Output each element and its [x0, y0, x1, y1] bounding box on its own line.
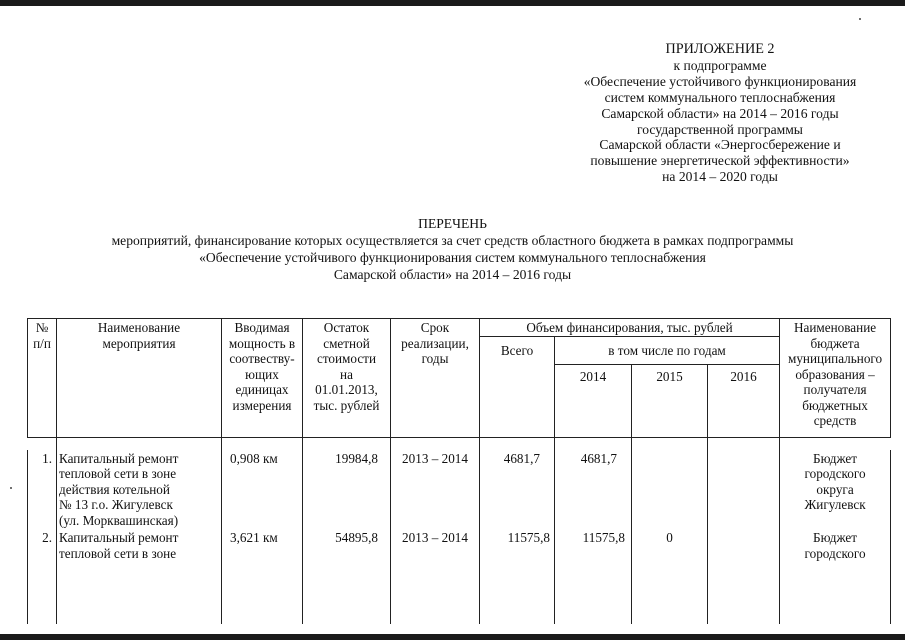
row-year-2014: 4681,7 — [555, 450, 632, 530]
row-num: 1. — [28, 450, 57, 530]
scan-speck — [10, 487, 12, 489]
scan-speck — [859, 18, 861, 20]
measures-table — [27, 318, 891, 624]
row-total: 4681,7 — [480, 450, 555, 530]
scan-top-border — [0, 0, 905, 6]
appendix-line: повышение энергетической эффективности» — [590, 153, 850, 169]
document-subheading-line: «Обеспечение устойчивого функционирования систем коммунального теплоснабжения — [199, 250, 706, 265]
row-year-2014: 11575,8 — [555, 529, 632, 562]
table-gap — [28, 437, 891, 450]
row-year-2015 — [632, 450, 708, 530]
row-capacity: 0,908 км — [222, 450, 303, 530]
table-row — [28, 529, 891, 562]
row-term: 2013 – 2014 — [391, 529, 480, 562]
row-budget: Бюджет городского — [780, 529, 891, 562]
row-name: Капитальный ремонт тепловой сети в зоне действия котельной № 13 г.о. Жигулевск (ул. Морквашинская) — [57, 450, 222, 530]
header-name: Наименование мероприятия — [57, 319, 222, 438]
header-capacity: Вводимая мощность в соотвеству- ющих единицах измерения — [222, 319, 303, 438]
header-year-2014: 2014 — [555, 364, 632, 437]
appendix-line: государственной программы — [637, 121, 803, 137]
row-year-2015: 0 — [632, 529, 708, 562]
header-num: № п/п — [28, 319, 57, 438]
header-budget: Наименование бюджета муниципального образования – получателя бюджетных средств — [780, 319, 891, 438]
row-remainder: 54895,8 — [303, 529, 391, 562]
appendix-title: ПРИЛОЖЕНИЕ 2 — [665, 41, 775, 57]
appendix-block — [555, 42, 885, 185]
document-title-block — [0, 215, 905, 283]
document-subheading-line: Самарской области» на 2014 – 2016 годы — [333, 267, 572, 282]
appendix-line: Самарской области» на 2014 – 2016 годы — [601, 105, 839, 121]
row-year-2016 — [708, 450, 780, 530]
appendix-line: «Обеспечение устойчивого функционирования — [583, 73, 857, 89]
header-by-year: в том числе по годам — [555, 336, 780, 364]
header-term: Срок реализации, годы — [391, 319, 480, 438]
document-heading: ПЕРЕЧЕНЬ — [418, 216, 487, 231]
row-remainder: 19984,8 — [303, 450, 391, 530]
appendix-line: Самарской области «Энергосбережение и — [599, 137, 841, 153]
header-total: Всего — [480, 336, 555, 437]
row-num: 2. — [28, 529, 57, 562]
row-total: 11575,8 — [480, 529, 555, 562]
header-funding-group: Объем финансирования, тыс. рублей — [480, 319, 780, 337]
row-capacity: 3,621 км — [222, 529, 303, 562]
appendix-line: систем коммунального теплоснабжения — [604, 89, 836, 105]
table-row — [28, 450, 891, 530]
header-year-2015: 2015 — [632, 364, 708, 437]
document-subheading-line: мероприятий, финансирование которых осуществляется за счет средств областного бюджета в рамках подпрограммы — [111, 233, 794, 248]
row-name: Капитальный ремонт тепловой сети в зоне — [57, 529, 222, 562]
appendix-line: на 2014 – 2020 годы — [662, 169, 778, 185]
row-term: 2013 – 2014 — [391, 450, 480, 530]
header-year-2016: 2016 — [708, 364, 780, 437]
row-year-2016 — [708, 529, 780, 562]
header-remainder: Остаток сметной стоимости на 01.01.2013, тыс. рублей — [303, 319, 391, 438]
appendix-line: к подпрограмме — [673, 57, 767, 73]
table-continuation — [28, 562, 891, 624]
scan-bottom-border — [0, 634, 905, 640]
row-budget: Бюджет городского округа Жигулевск — [780, 450, 891, 530]
